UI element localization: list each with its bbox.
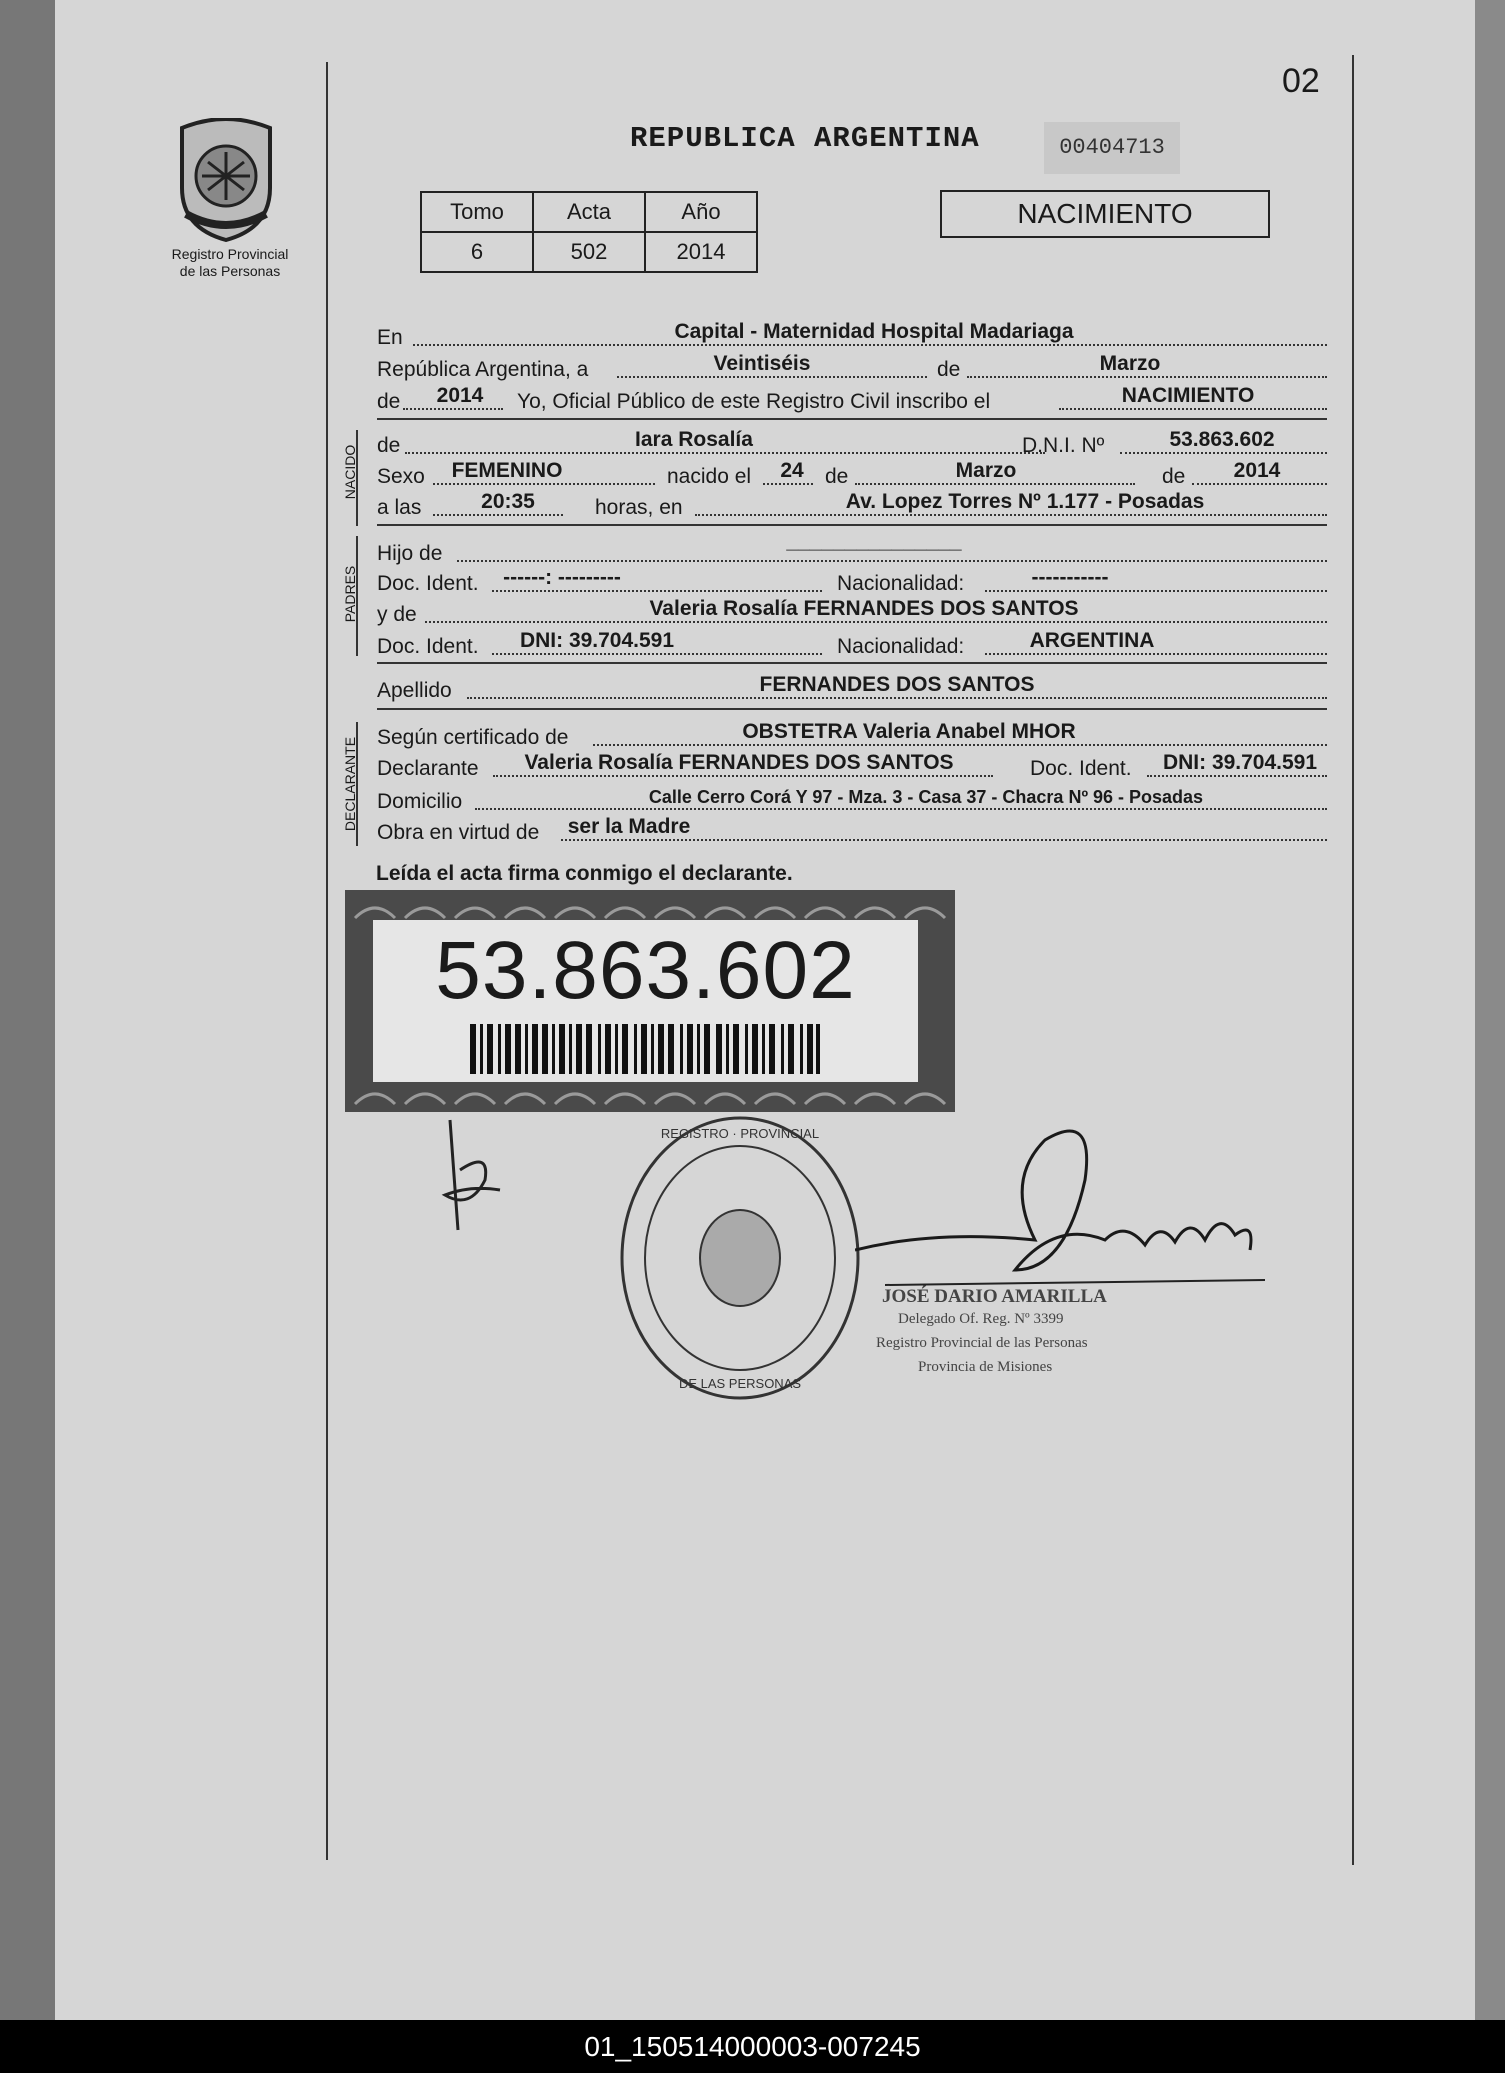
value-acta: 502: [533, 232, 645, 272]
row-apellido: [377, 675, 1327, 705]
separator: [377, 524, 1327, 526]
dotted-line: [695, 514, 1327, 516]
label-de-nombre: de: [377, 434, 401, 457]
label-apellido: Apellido: [377, 679, 452, 702]
value-hora: 20:35: [481, 490, 535, 513]
svg-text:REGISTRO · PROVINCIAL: REGISTRO · PROVINCIAL: [660, 1126, 820, 1141]
row-sexo: [377, 461, 1327, 491]
dotted-line: [492, 590, 822, 592]
page-edge: [1475, 0, 1505, 2020]
value-anio-nac: 2014: [1233, 459, 1281, 482]
dotted-line: [433, 483, 655, 485]
value-declarante: Valeria Rosalía FERNANDES DOS SANTOS: [524, 751, 954, 774]
label-domicilio: Domicilio: [377, 790, 463, 813]
row-fecha: [377, 354, 1327, 384]
dotted-line: [593, 744, 1327, 746]
row-hora: [377, 492, 1327, 522]
registry-label: [150, 246, 310, 280]
row-domicilio: [377, 786, 1327, 816]
separator: [377, 708, 1327, 710]
value-anio: 2014: [645, 232, 757, 272]
barcode-label: [373, 920, 918, 1082]
value-tipo: NACIMIENTO: [1121, 384, 1255, 407]
section-declarante: DECLARANTE: [342, 736, 358, 832]
label-de-anio: de: [1162, 465, 1186, 488]
dotted-line: [1147, 775, 1327, 777]
act-type-box: NACIMIENTO: [940, 190, 1270, 238]
provincial-seal-logo: [172, 118, 280, 242]
dotted-line: [1120, 452, 1327, 454]
label-doc-ident-declarante: Doc. Ident.: [1030, 757, 1132, 780]
label-dni: D.N.I. Nº: [1022, 434, 1105, 457]
dotted-line: [1192, 483, 1327, 485]
value-declarante-doc: DNI: 39.704.591: [1162, 751, 1318, 774]
document-title: REPUBLICA ARGENTINA: [630, 122, 980, 155]
row-declarante: [377, 753, 1327, 783]
row-padre-doc: [377, 568, 1327, 598]
dotted-line: [457, 560, 1327, 562]
signatory-name: JOSÉ DARIO AMARILLA: [882, 1286, 1107, 1307]
dotted-line: [985, 653, 1327, 655]
separator: [377, 418, 1327, 420]
signatory-title: Delegado Of. Reg. Nº 3399: [898, 1311, 1064, 1327]
label-nacionalidad-madre: Nacionalidad:: [837, 635, 965, 658]
label-y-de: y de: [377, 603, 417, 626]
dotted-line: [413, 344, 1327, 346]
serial-number-stamp: 00404713: [1044, 122, 1180, 174]
label-horas-en: horas, en: [595, 496, 683, 519]
right-margin-line: [1352, 55, 1354, 1865]
separator: [377, 662, 1327, 664]
value-padre: _______________: [786, 530, 962, 553]
label-doc-ident-padre: Doc. Ident.: [377, 572, 479, 595]
dni-barcode-sticker: [345, 890, 955, 1112]
value-apellido: FERNANDES DOS SANTOS: [759, 673, 1035, 696]
dotted-line: [403, 408, 503, 410]
value-madre-nac: ARGENTINA: [1029, 629, 1155, 652]
registry-label-line1: Registro Provincial: [171, 246, 289, 262]
dotted-line: [425, 621, 1327, 623]
value-madre-doc: DNI: 39.704.591: [519, 629, 675, 652]
value-mes-nac: Marzo: [955, 459, 1017, 482]
dotted-line: [967, 376, 1327, 378]
value-nombre: Iara Rosalía: [635, 428, 753, 451]
label-en: En: [377, 326, 403, 349]
value-obra: ser la Madre: [567, 815, 691, 838]
dotted-line: [1059, 408, 1327, 410]
label-nacido-el: nacido el: [667, 465, 752, 488]
value-anio: 2014: [436, 384, 484, 407]
barcode-number: 53.863.602: [435, 925, 856, 1016]
label-nacionalidad-padre: Nacionalidad:: [837, 572, 965, 595]
header-tomo: Tomo: [421, 192, 533, 232]
signatory-office: Registro Provincial de las Personas: [876, 1335, 1088, 1351]
section-nacido: NACIDO: [342, 444, 358, 500]
dotted-line: [475, 808, 1327, 810]
registry-table: [420, 191, 758, 273]
value-dia-nac: 24: [780, 459, 804, 482]
value-dni: 53.863.602: [1169, 428, 1275, 451]
label-yo: Yo, Oficial Público de este Registro Civil inscribo el: [517, 390, 991, 413]
page-number: 02: [1282, 62, 1320, 100]
dotted-line: [467, 697, 1327, 699]
label-a-las: a las: [377, 496, 422, 519]
value-madre: Valeria Rosalía FERNANDES DOS SANTOS: [649, 597, 1079, 620]
row-madre-doc: [377, 631, 1327, 661]
label-doc-ident-madre: Doc. Ident.: [377, 635, 479, 658]
value-certificado: OBSTETRA Valeria Anabel MHOR: [742, 720, 1076, 743]
closing-statement: Leída el acta firma conmigo el declarante.: [376, 862, 793, 885]
footer-document-code: 01_150514000003-007245: [0, 2020, 1505, 2073]
dotted-line: [985, 590, 1327, 592]
row-obra: [377, 817, 1327, 847]
label-de-mes: de: [825, 465, 849, 488]
dotted-line: [492, 653, 822, 655]
label-obra: Obra en virtud de: [377, 821, 540, 844]
handwritten-initials: [430, 1110, 520, 1240]
official-registry-stamp: [615, 1108, 865, 1408]
label-sexo: Sexo: [377, 465, 425, 488]
row-nombre: [377, 430, 1327, 460]
svg-text:DE LAS PERSONAS: DE LAS PERSONAS: [678, 1376, 802, 1391]
value-tomo: 6: [421, 232, 533, 272]
label-de: de: [937, 358, 961, 381]
row-certificado: [377, 722, 1327, 752]
left-margin-line: [326, 62, 328, 1860]
value-padre-nac: -----------: [1031, 566, 1109, 589]
dotted-line: [493, 775, 993, 777]
label-segun: Según certificado de: [377, 726, 569, 749]
row-padre: [377, 530, 1327, 568]
row-inscripcion: [377, 386, 1327, 416]
dotted-line: [617, 376, 927, 378]
value-sexo: FEMENINO: [451, 459, 563, 482]
signatory-province: Provincia de Misiones: [918, 1359, 1053, 1375]
registry-label-line2: de las Personas: [179, 263, 281, 279]
value-lugar: Capital - Maternidad Hospital Madariaga: [674, 320, 1074, 343]
row-lugar: [377, 322, 1327, 352]
section-padres: PADRES: [342, 565, 358, 623]
value-dia-letras: Veintiséis: [713, 352, 811, 375]
dotted-line: [855, 483, 1135, 485]
dotted-line: [561, 839, 1327, 841]
barcode-bars: [470, 1024, 820, 1074]
dotted-line: [405, 452, 1045, 454]
label-de2: de: [377, 390, 401, 413]
value-domicilio: Calle Cerro Corá Y 97 - Mza. 3 - Casa 37 - Chacra Nº 96 - Posadas: [648, 787, 1204, 807]
dotted-line: [433, 514, 563, 516]
row-madre: [377, 599, 1327, 629]
label-declarante: Declarante: [377, 757, 479, 780]
value-lugar-nac: Av. Lopez Torres Nº 1.177 - Posadas: [845, 490, 1205, 513]
dotted-line: [763, 483, 813, 485]
header-acta: Acta: [533, 192, 645, 232]
value-padre-doc: ------: ---------: [503, 566, 621, 589]
header-anio: Año: [645, 192, 757, 232]
label-republica: República Argentina, a: [377, 358, 589, 381]
label-hijo-de: Hijo de: [377, 542, 443, 565]
value-mes: Marzo: [1099, 352, 1161, 375]
